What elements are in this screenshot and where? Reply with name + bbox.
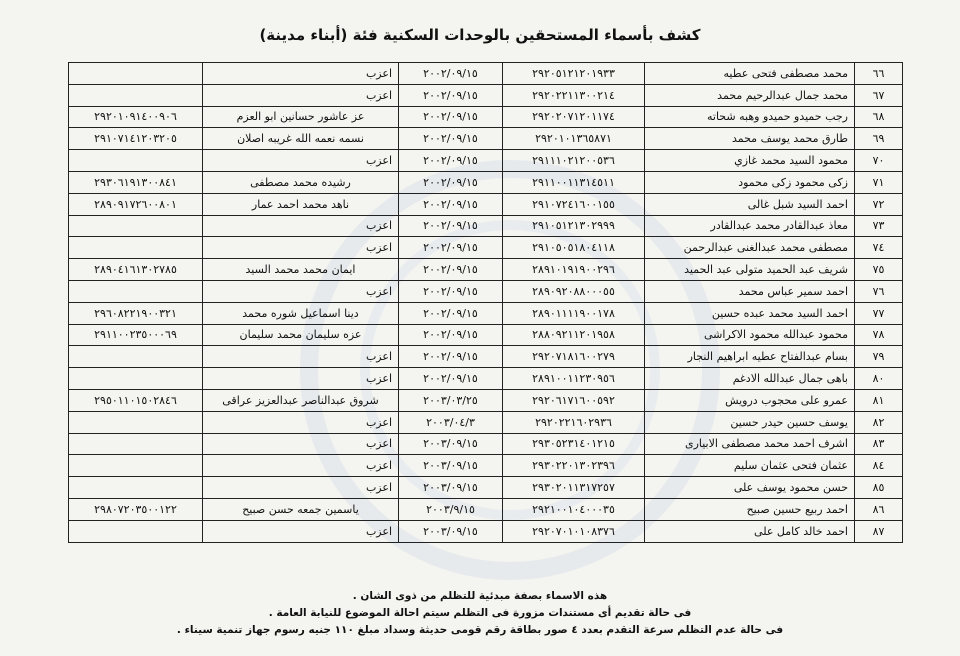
- spouse-name: ناهد محمد احمد عمار: [203, 193, 399, 215]
- marital-status-label: اعزب: [365, 284, 392, 298]
- national-id: ٢٩٢٠٢٠٧١٢٠١١٧٤: [503, 106, 645, 128]
- applicant-name: محمد مصطفى فتحى عطيه: [645, 63, 855, 85]
- applicant-name: احمد السيد شبل غالى: [645, 193, 855, 215]
- row-number: ٧٢: [855, 193, 903, 215]
- table-row: [69, 63, 903, 85]
- marital-status-label: اعزب: [365, 459, 392, 473]
- spouse-national-id: ٢٩٨٠٧٢٠٣٥٠٠١٢٢: [69, 498, 203, 520]
- row-number: ٦٨: [855, 106, 903, 128]
- national-id: ٢٩٢٠٢٢١١٣٠٠٢١٤: [503, 84, 645, 106]
- applicant-name: باهى جمال عبدالله الادغم: [645, 368, 855, 390]
- date: ٢٠٠٣/٩/١٥: [399, 498, 503, 520]
- spouse-national-id: [69, 433, 203, 455]
- marital-status-label: اعزب: [365, 88, 392, 102]
- national-id: ٢٩٢٠٦١٧١٦٠٠٥٩٢: [503, 389, 645, 411]
- spouse-name: عز عاشور حسانين ابو العزم: [203, 106, 399, 128]
- spouse-national-id: ٢٨٩٠٩١٧٢٦٠٠٨٠١: [69, 193, 203, 215]
- spouse-national-id: [69, 368, 203, 390]
- marital-status-label: اعزب: [365, 372, 392, 386]
- date: ٢٠٠٣/٠٩/١٥: [399, 477, 503, 499]
- national-id: ٢٩١٠٥٠٥١٨٠٤١١٨: [503, 237, 645, 259]
- page-title: كشف بأسماء المستحقين بالوحدات السكنية فئة (أبناء مدينة): [259, 26, 701, 44]
- table-row: [69, 302, 903, 324]
- applicant-name: محمود عبدالله محمود الاكراشى: [645, 324, 855, 346]
- date: ٢٠٠٣/٠٩/١٥: [399, 520, 503, 542]
- spouse-national-id: ٢٩٦٠٨٢٢١٩٠٠٣٢١: [69, 302, 203, 324]
- table-row: [69, 411, 903, 433]
- marital-status-label: اعزب: [365, 219, 392, 233]
- date: ٢٠٠٣/٠٩/١٥: [399, 455, 503, 477]
- national-id: ٢٨٩١٠٠١١٢٣٠٩٥٦: [503, 368, 645, 390]
- row-number: ٦٧: [855, 84, 903, 106]
- date: ٢٠٠٢/٠٩/١٥: [399, 346, 503, 368]
- marital-status: [203, 346, 399, 368]
- table-row: [69, 346, 903, 368]
- marital-status-label: اعزب: [365, 154, 392, 168]
- row-number: ٨٥: [855, 477, 903, 499]
- spouse-national-id: ٢٩٣٠٦١٩١٣٠٠٨٤١: [69, 171, 203, 193]
- table-row: [69, 84, 903, 106]
- spouse-name: نسمه نعمه الله غريبه اصلان: [203, 128, 399, 150]
- national-id: ٢٨٨٠٩٢١١٢٠١٩٥٨: [503, 324, 645, 346]
- date: ٢٠٠٢/٠٩/١٥: [399, 368, 503, 390]
- marital-status: [203, 411, 399, 433]
- row-number: ٨٧: [855, 520, 903, 542]
- date: ٢٠٠٢/٠٩/١٥: [399, 193, 503, 215]
- national-id: ٢٩١١٠٠١١٣١٤٥١١: [503, 171, 645, 193]
- row-number: ٧٩: [855, 346, 903, 368]
- table-body: [69, 63, 903, 543]
- table-row: [69, 128, 903, 150]
- note-line: هذه الاسماء بصفة مبدئية للتظلم من ذوى الشان .: [352, 590, 608, 602]
- applicant-name: عثمان فتحى عثمان سليم: [645, 455, 855, 477]
- date: ٢٠٠٢/٠٩/١٥: [399, 302, 503, 324]
- date: ٢٠٠٢/٠٩/١٥: [399, 171, 503, 193]
- date: ٢٠٠٢/٠٩/١٥: [399, 106, 503, 128]
- date: ٢٠٠٣/٠٣/٢٥: [399, 389, 503, 411]
- spouse-national-id: [69, 84, 203, 106]
- marital-status-label: اعزب: [365, 350, 392, 364]
- applicant-name: يوسف حسين حيدر حسين: [645, 411, 855, 433]
- national-id: ٢٩٣٠٢٢٠١٣٠٢٣٩٦: [503, 455, 645, 477]
- table-row: [69, 193, 903, 215]
- row-number: ٧٠: [855, 150, 903, 172]
- marital-status: [203, 520, 399, 542]
- table-row: [69, 171, 903, 193]
- spouse-name: عزه سليمان محمد سليمان: [203, 324, 399, 346]
- applicant-name: بسام عبدالفتاح عطيه ابراهيم النجار: [645, 346, 855, 368]
- row-number: ٨٢: [855, 411, 903, 433]
- date: ٢٠٠٢/٠٩/١٥: [399, 63, 503, 85]
- table-row: [69, 259, 903, 281]
- national-id: ٢٨٩٠٩٢٠٨٨٠٠٠٥٥: [503, 280, 645, 302]
- marital-status-label: اعزب: [365, 524, 392, 538]
- table-row: [69, 106, 903, 128]
- marital-status: [203, 368, 399, 390]
- row-number: ٨٣: [855, 433, 903, 455]
- applicant-name: شريف عبد الحميد متولى عبد الحميد: [645, 259, 855, 281]
- date: ٢٠٠٢/٠٩/١٥: [399, 128, 503, 150]
- spouse-national-id: [69, 411, 203, 433]
- national-id: ٢٨٩١٠١٩١٩٠٠٢٩٦: [503, 259, 645, 281]
- spouse-national-id: [69, 215, 203, 237]
- spouse-national-id: ٢٨٩٠٤١٦١٣٠٢٧٨٥: [69, 259, 203, 281]
- table-row: [69, 520, 903, 542]
- note-line: فى حالة عدم التظلم سرعة التقدم بعدد ٤ صور بطاقة رقم قومى حديثة وسداد مبلغ ١١٠ جنيه رسوم جهاز تنمية سيناء .: [176, 624, 784, 636]
- table-row: [69, 389, 903, 411]
- applicant-name: اشرف احمد محمد مصطفى الابيارى: [645, 433, 855, 455]
- row-number: ٧٤: [855, 237, 903, 259]
- row-number: ٧٥: [855, 259, 903, 281]
- row-number: ٨٠: [855, 368, 903, 390]
- date: ٢٠٠٢/٠٩/١٥: [399, 324, 503, 346]
- note-line: فى حالة تقديم أى مستندات مزورة فى التظلم سيتم احالة الموضوع للنيابة العامة .: [268, 607, 692, 619]
- applicant-name: معاذ عبدالقادر محمد عبدالقادر: [645, 215, 855, 237]
- marital-status: [203, 455, 399, 477]
- applicant-name: احمد السيد محمد عبده حسين: [645, 302, 855, 324]
- table-row: [69, 280, 903, 302]
- spouse-national-id: [69, 63, 203, 85]
- applicant-name: حسن محمود يوسف على: [645, 477, 855, 499]
- marital-status: [203, 477, 399, 499]
- national-id: ٢٩٣٠٥٢٣١٤٠١٢١٥: [503, 433, 645, 455]
- row-number: ٧٣: [855, 215, 903, 237]
- national-id: ٢٩٢١٠٠١٠٤٠٠٠٣٥: [503, 498, 645, 520]
- marital-status: [203, 150, 399, 172]
- date: ٢٠٠٣/٠٩/١٥: [399, 433, 503, 455]
- table-row: [69, 324, 903, 346]
- date: ٢٠٠٢/٠٩/١٥: [399, 215, 503, 237]
- spouse-national-id: ٢٩٥٠١١٠١٥٠٢٨٤٦: [69, 389, 203, 411]
- spouse-national-id: [69, 280, 203, 302]
- applicant-name: رجب حميدو حميدو وهبه شحاته: [645, 106, 855, 128]
- national-id: ٢٩٢٠٧٠١٠١٠٨٣٧٦: [503, 520, 645, 542]
- notes: [0, 588, 960, 639]
- spouse-name: ايمان محمد محمد السيد: [203, 259, 399, 281]
- spouse-national-id: ٢٩٢٠١٠٩١٤٠٠٩٠٦: [69, 106, 203, 128]
- marital-status: [203, 237, 399, 259]
- marital-status: [203, 63, 399, 85]
- national-id: ٢٩٢٠١٠١٣٦٥٨٧١: [503, 128, 645, 150]
- table-row: [69, 498, 903, 520]
- applicant-name: احمد ربيع حسين صبيح: [645, 498, 855, 520]
- marital-status-label: اعزب: [365, 437, 392, 451]
- spouse-national-id: [69, 237, 203, 259]
- date: ٢٠٠٢/٠٩/١٥: [399, 259, 503, 281]
- applicant-name: مصطفى محمد عبدالغنى عبدالرحمن: [645, 237, 855, 259]
- beneficiaries-table: [68, 62, 903, 543]
- row-number: ٦٩: [855, 128, 903, 150]
- table-row: [69, 237, 903, 259]
- date: ٢٠٠٢/٠٩/١٥: [399, 237, 503, 259]
- row-number: ٧٧: [855, 302, 903, 324]
- row-number: ٧٦: [855, 280, 903, 302]
- marital-status-label: اعزب: [365, 66, 392, 80]
- national-id: ٢٩١١١٠٢١٢٠٠٥٣٦: [503, 150, 645, 172]
- spouse-national-id: [69, 455, 203, 477]
- marital-status-label: اعزب: [365, 415, 392, 429]
- row-number: ٧٨: [855, 324, 903, 346]
- table-row: [69, 477, 903, 499]
- spouse-name: ياسمين جمعه حسن صبيح: [203, 498, 399, 520]
- applicant-name: احمد خالد كامل على: [645, 520, 855, 542]
- national-id: ٢٩١٠٥١٢١٣٠٢٩٩٩: [503, 215, 645, 237]
- national-id: ٢٨٩٠١١١١٩٠٠١٧٨: [503, 302, 645, 324]
- date: ٢٠٠٢/٠٩/١٥: [399, 150, 503, 172]
- row-number: ٨٤: [855, 455, 903, 477]
- applicant-name: احمد سمير عباس محمد: [645, 280, 855, 302]
- row-number: ٨٦: [855, 498, 903, 520]
- marital-status-label: اعزب: [365, 241, 392, 255]
- national-id: ٢٩٣٠٢٠١١٣١٧٢٥٧: [503, 477, 645, 499]
- national-id: ٢٩١٠٧٢٤١٦٠٠١٥٥: [503, 193, 645, 215]
- date: ٢٠٠٢/٠٩/١٥: [399, 84, 503, 106]
- marital-status: [203, 84, 399, 106]
- national-id: ٢٩٢٠٧١٨١٦٠٠٢٧٩: [503, 346, 645, 368]
- spouse-national-id: [69, 477, 203, 499]
- table-row: [69, 455, 903, 477]
- table-row: [69, 433, 903, 455]
- row-number: ٧١: [855, 171, 903, 193]
- applicant-name: طارق محمد يوسف محمد: [645, 128, 855, 150]
- spouse-name: دينا اسماعيل شوره محمد: [203, 302, 399, 324]
- spouse-national-id: [69, 520, 203, 542]
- row-number: ٦٦: [855, 63, 903, 85]
- date: ٢٠٠٣/٠٤/٣: [399, 411, 503, 433]
- marital-status: [203, 215, 399, 237]
- applicant-name: عمرو على محجوب درويش: [645, 389, 855, 411]
- national-id: ٢٩٢٠٢٢١٦٠٢٩٣٦: [503, 411, 645, 433]
- marital-status: [203, 280, 399, 302]
- row-number: ٨١: [855, 389, 903, 411]
- spouse-name: شروق عبدالناصر عبدالعزيز عراقى: [203, 389, 399, 411]
- marital-status-label: اعزب: [365, 481, 392, 495]
- table-row: [69, 215, 903, 237]
- spouse-national-id: [69, 346, 203, 368]
- spouse-name: رشيده محمد مصطفى: [203, 171, 399, 193]
- national-id: ٢٩٢٠٥١٢١٢٠١٩٣٣: [503, 63, 645, 85]
- date: ٢٠٠٢/٠٩/١٥: [399, 280, 503, 302]
- spouse-national-id: ٢٩١١٠٠٢٣٥٠٠٠٦٩: [69, 324, 203, 346]
- spouse-national-id: [69, 150, 203, 172]
- marital-status: [203, 433, 399, 455]
- spouse-national-id: ٢٩١٠٧١٤١٢٠٣٢٠٥: [69, 128, 203, 150]
- table-row: [69, 150, 903, 172]
- applicant-name: زكى محمود زكى محمود: [645, 171, 855, 193]
- applicant-name: محمود السيد محمد غازي: [645, 150, 855, 172]
- applicant-name: محمد جمال عبدالرحيم محمد: [645, 84, 855, 106]
- table-row: [69, 368, 903, 390]
